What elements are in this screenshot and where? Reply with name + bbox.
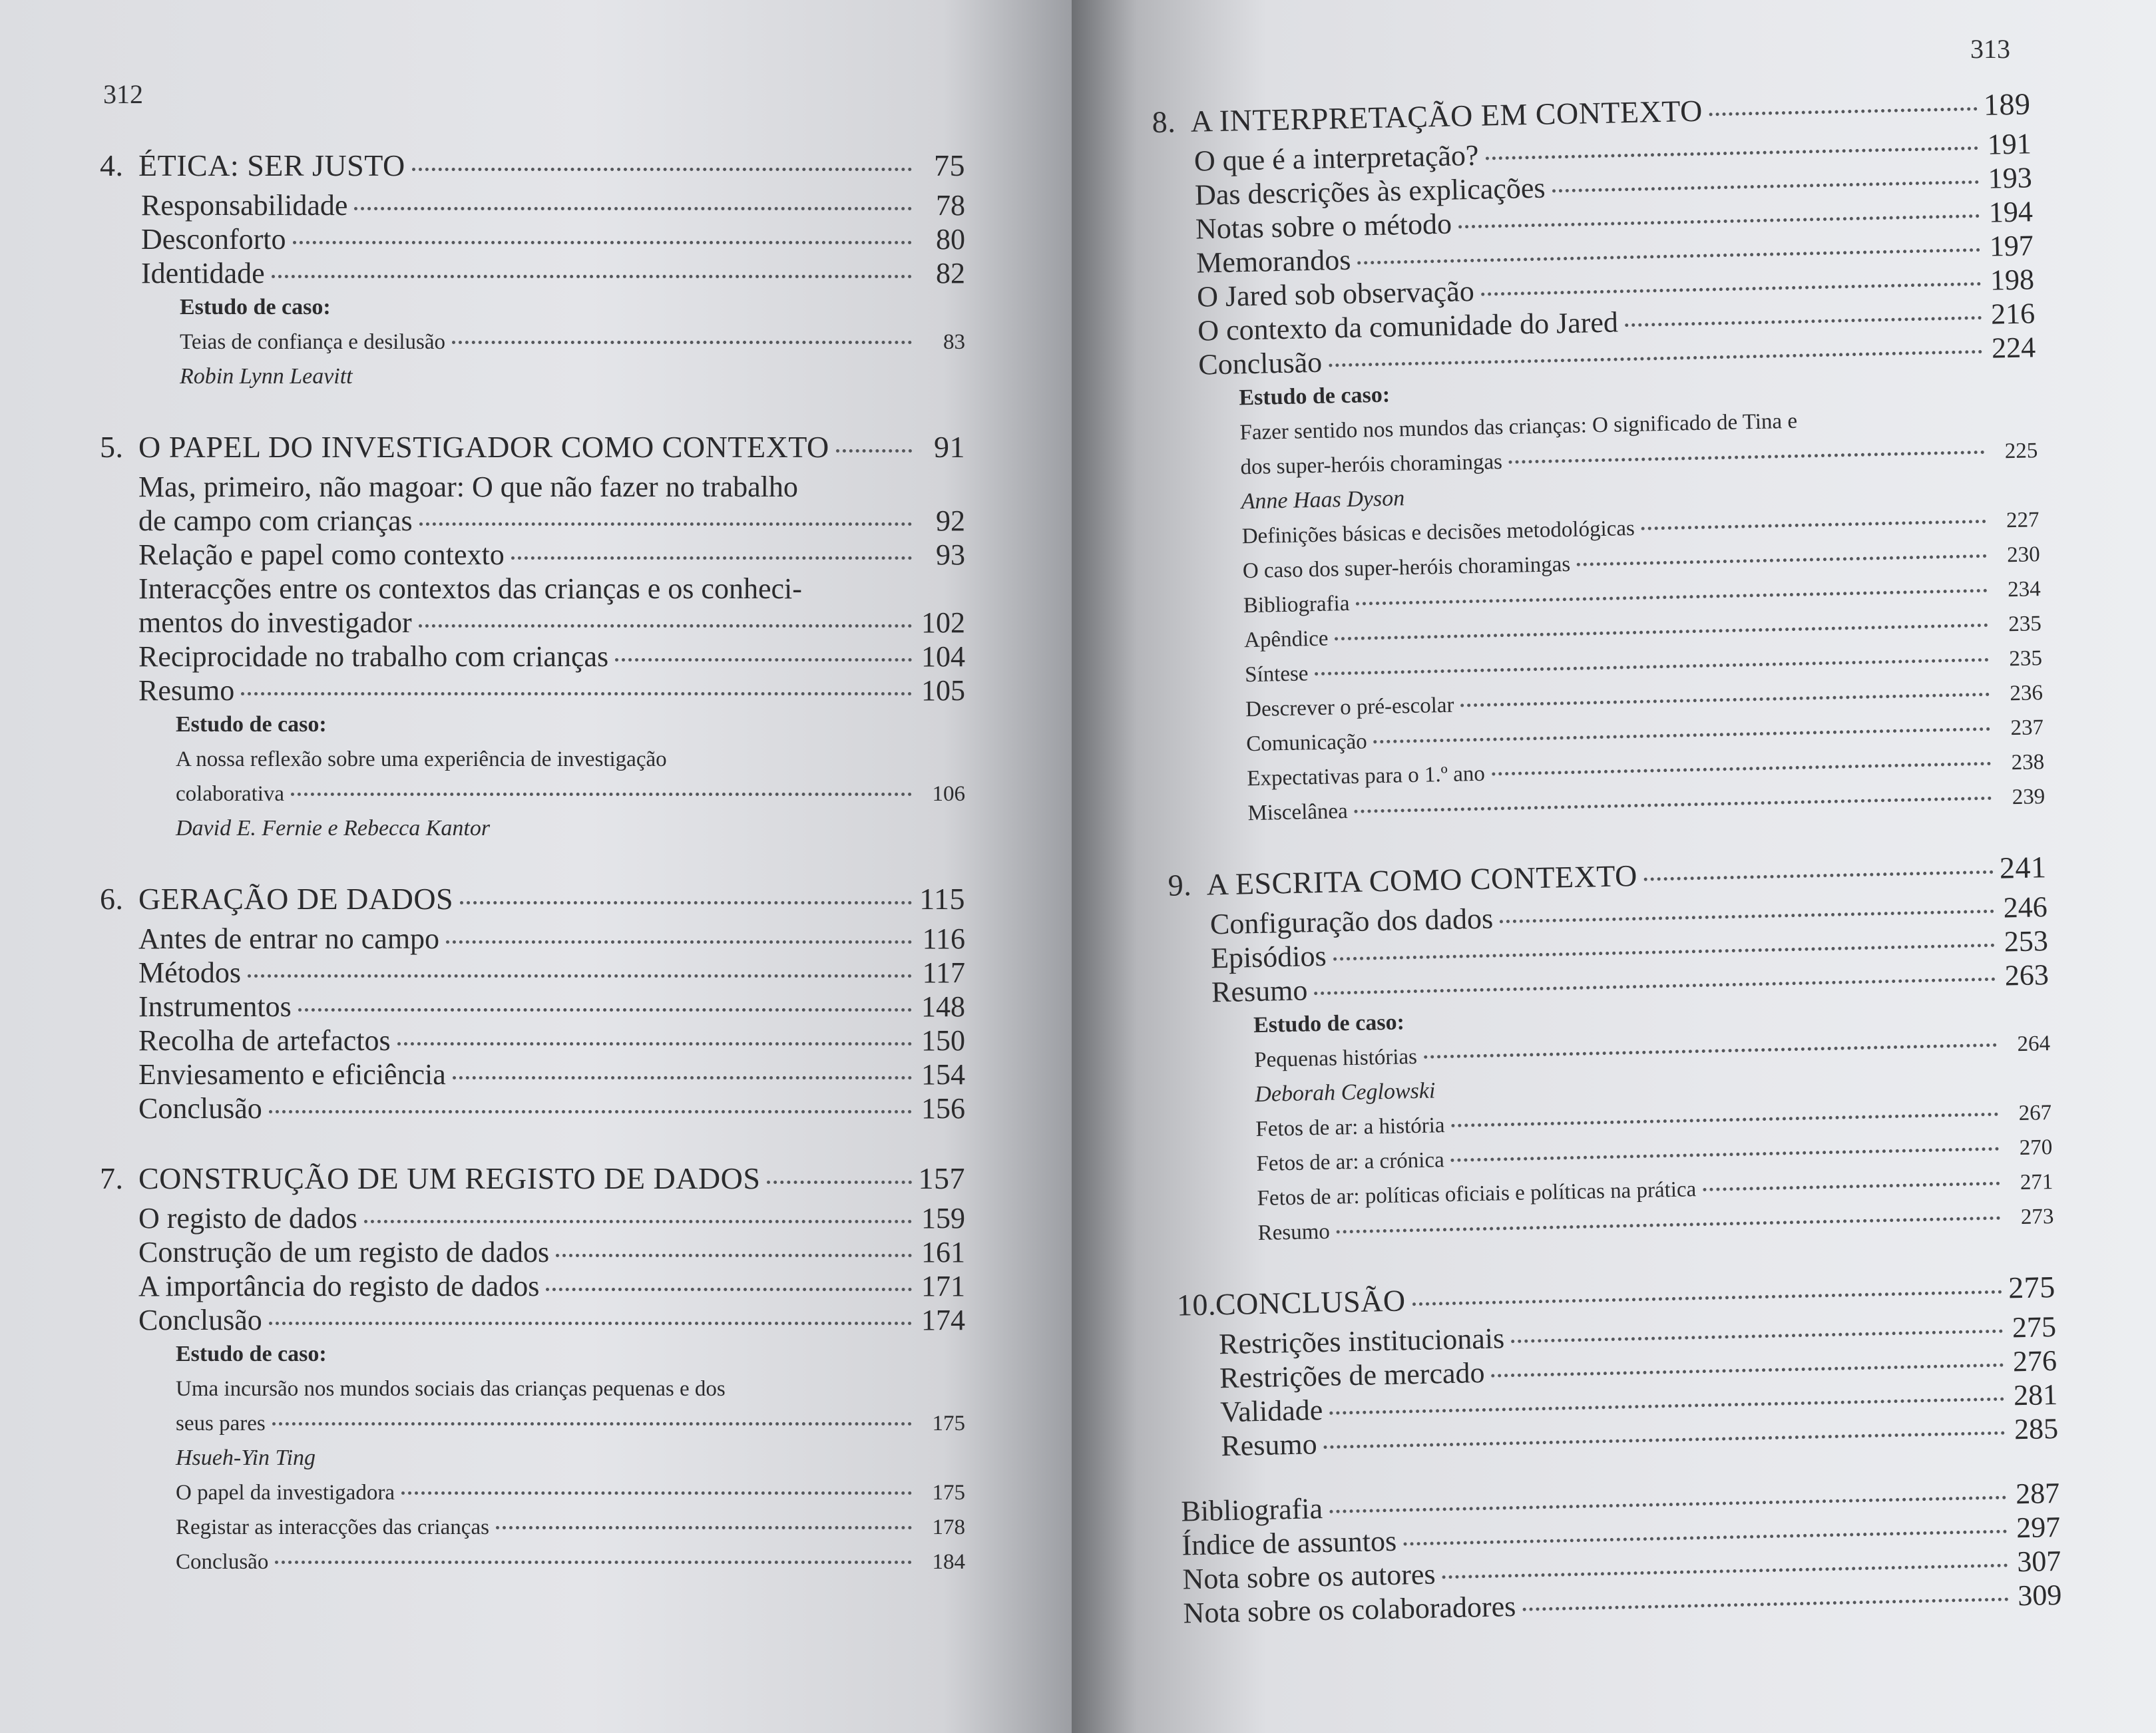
entry-label: Conclusão bbox=[138, 1304, 262, 1336]
dot-leader bbox=[1451, 1147, 2000, 1162]
entry-label: mentos do investigador bbox=[138, 606, 412, 639]
entry-label: A importância do registo de dados bbox=[138, 1270, 540, 1302]
chapter-number: 8. bbox=[1152, 104, 1176, 139]
chapter-title: O PAPEL DO INVESTIGADOR COMO CONTEXTO bbox=[138, 430, 829, 464]
entry-label: Das descrições às explicações bbox=[1194, 171, 1546, 212]
dot-leader bbox=[1491, 1364, 2004, 1378]
dot-leader bbox=[1442, 1564, 2008, 1579]
toc-chapter-6[interactable] bbox=[100, 876, 965, 922]
dot-leader bbox=[364, 1220, 912, 1223]
entry-label-line: Uma incursão nos mundos sociais das crianças pequenas e dos bbox=[176, 1377, 726, 1401]
page-ref: 309 bbox=[2017, 1578, 2062, 1613]
page-ref: 93 bbox=[936, 538, 965, 571]
dot-leader bbox=[272, 1422, 912, 1426]
page-ref: 237 bbox=[2010, 715, 2044, 741]
toc-entry[interactable] bbox=[138, 956, 965, 990]
entry-label: Nota sobre os autores bbox=[1182, 1557, 1436, 1596]
dot-leader bbox=[275, 1561, 912, 1564]
chapter-number: 9. bbox=[1168, 868, 1192, 902]
page-ref: 287 bbox=[2015, 1476, 2060, 1511]
toc-entry[interactable] bbox=[138, 1201, 965, 1235]
entry-label: Apêndice bbox=[1243, 626, 1329, 653]
page-ref: 102 bbox=[921, 606, 965, 639]
case-study-entry[interactable] bbox=[180, 325, 965, 359]
chapter-number: 7. bbox=[100, 1161, 124, 1195]
page-ref: 115 bbox=[919, 882, 965, 916]
toc-entry[interactable] bbox=[138, 1269, 965, 1303]
page-ref: 117 bbox=[922, 956, 965, 989]
entry-label: seus pares bbox=[176, 1412, 266, 1436]
dot-leader bbox=[460, 901, 912, 904]
dot-leader bbox=[1709, 107, 1977, 116]
right-page bbox=[1072, 0, 2156, 1733]
entry-label: Conclusão bbox=[176, 1550, 269, 1574]
dot-leader bbox=[1492, 762, 1991, 776]
page-ref: 263 bbox=[2004, 958, 2049, 992]
entry-label: Instrumentos bbox=[138, 990, 292, 1023]
chapter-title: A ESCRITA COMO CONTEXTO bbox=[1206, 858, 1638, 902]
dot-leader bbox=[1329, 350, 1982, 367]
toc-right bbox=[1152, 81, 2062, 1630]
case-study-heading: Estudo de caso: bbox=[1253, 1010, 1405, 1038]
chapter-title: ÉTICA: SER JUSTO bbox=[138, 148, 405, 182]
page-ref: 184 bbox=[932, 1550, 965, 1574]
case-study-entry[interactable] bbox=[176, 1545, 965, 1579]
case-study-entry[interactable] bbox=[176, 1510, 965, 1545]
entry-label: Responsabilidade bbox=[141, 189, 348, 222]
dot-leader bbox=[248, 974, 912, 978]
dot-leader bbox=[511, 556, 912, 560]
entry-label: Desconforto bbox=[141, 223, 286, 256]
dot-leader bbox=[836, 449, 912, 453]
page-ref: 116 bbox=[922, 922, 965, 955]
page-ref: 104 bbox=[921, 640, 965, 673]
entry-label-line: Mas, primeiro, não magoar: O que não fazer no trabalho bbox=[138, 471, 798, 503]
entry-label: Miscelânea bbox=[1247, 799, 1349, 826]
toc-entry[interactable] bbox=[141, 256, 965, 290]
page-ref: 154 bbox=[921, 1058, 965, 1091]
page-ref: 224 bbox=[1991, 331, 2036, 365]
dot-leader bbox=[1355, 797, 1992, 813]
entry-label: O papel da investigadora bbox=[176, 1481, 395, 1505]
toc-chapter-4[interactable] bbox=[100, 143, 965, 188]
entry-label: Antes de entrar no campo bbox=[138, 922, 440, 955]
page-ref: 150 bbox=[921, 1024, 965, 1057]
toc-entry[interactable] bbox=[138, 538, 965, 572]
entry-label: Enviesamento e eficiência bbox=[138, 1058, 446, 1091]
entry-label: Síntese bbox=[1244, 662, 1309, 687]
entry-label: Nota sobre os colaboradores bbox=[1183, 1590, 1516, 1630]
entry-label: Notas sobre o método bbox=[1195, 207, 1452, 246]
case-study-author: Hsueh-Yin Ting bbox=[176, 1445, 316, 1470]
page-ref: 91 bbox=[934, 430, 965, 464]
entry-label: Resumo bbox=[138, 674, 235, 707]
entry-label: Identidade bbox=[141, 257, 265, 289]
entry-label: de campo com crianças bbox=[138, 504, 413, 537]
page-ref: 285 bbox=[2014, 1412, 2059, 1446]
dot-leader bbox=[1315, 658, 1989, 675]
dot-leader bbox=[269, 1322, 912, 1325]
page-ref: 193 bbox=[1988, 161, 2033, 195]
page-number: 312 bbox=[103, 79, 143, 109]
page-ref: 83 bbox=[943, 330, 965, 354]
dot-leader bbox=[556, 1254, 912, 1257]
page-ref: 273 bbox=[2020, 1204, 2054, 1230]
entry-label: Memorandos bbox=[1195, 243, 1351, 280]
dot-leader bbox=[1333, 944, 1995, 961]
dot-leader bbox=[1357, 248, 1980, 265]
entry-label: Métodos bbox=[138, 956, 241, 989]
dot-leader bbox=[1552, 180, 1978, 192]
toc-entry[interactable] bbox=[141, 222, 965, 256]
dot-leader bbox=[269, 1110, 912, 1113]
entry-label: Relação e papel como contexto bbox=[138, 538, 505, 571]
page-ref: 174 bbox=[921, 1304, 965, 1336]
entry-label-line: Interacções entre os contextos das crianças e os conheci- bbox=[138, 572, 802, 605]
page-ref: 270 bbox=[2019, 1135, 2053, 1161]
toc-chapter-5[interactable] bbox=[100, 425, 965, 470]
dot-leader bbox=[397, 1042, 912, 1046]
page-ref: 198 bbox=[1990, 263, 2035, 297]
dot-leader bbox=[1511, 1330, 2003, 1343]
toc-entry[interactable] bbox=[138, 1024, 965, 1058]
page-ref: 275 bbox=[2012, 1310, 2057, 1344]
dot-leader bbox=[1481, 282, 1981, 296]
dot-leader bbox=[272, 275, 912, 278]
chapter-title: CONSTRUÇÃO DE UM REGISTO DE DADOS bbox=[138, 1161, 761, 1195]
case-study-heading: Estudo de caso: bbox=[180, 295, 331, 319]
chapter-title: A INTERPRETAÇÃO EM CONTEXTO bbox=[1190, 93, 1703, 138]
dot-leader bbox=[298, 1008, 912, 1012]
entry-label-line: Fazer sentido nos mundos das crianças: O significado de Tina e bbox=[1239, 409, 1798, 445]
entry-label: Registar as interacções das crianças bbox=[176, 1515, 489, 1539]
page-ref: 230 bbox=[2006, 542, 2040, 568]
dot-leader bbox=[354, 207, 912, 210]
case-study-heading: Estudo de caso: bbox=[1239, 382, 1391, 411]
chapter-number: 5. bbox=[100, 430, 124, 464]
toc-entry[interactable] bbox=[138, 922, 965, 956]
dot-leader bbox=[1703, 1182, 2000, 1191]
page-ref: 235 bbox=[2008, 612, 2042, 637]
entry-label: O contexto da comunidade do Jared bbox=[1197, 305, 1619, 347]
page-ref: 92 bbox=[936, 504, 965, 537]
entry-label: Bibliografia bbox=[1180, 1492, 1323, 1528]
entry-label: Resumo bbox=[1257, 1219, 1331, 1246]
entry-label: Restrições institucionais bbox=[1218, 1322, 1505, 1361]
toc-chapter-7[interactable] bbox=[100, 1156, 965, 1201]
chapter-number: 10. bbox=[1176, 1287, 1217, 1322]
page-ref: 267 bbox=[2018, 1101, 2052, 1126]
left-page bbox=[0, 0, 1072, 1733]
entry-label: Resumo bbox=[1211, 974, 1308, 1009]
page-ref: 75 bbox=[934, 148, 965, 182]
page-ref: 82 bbox=[936, 257, 965, 289]
dot-leader bbox=[1460, 693, 1990, 707]
page-ref: 297 bbox=[2016, 1510, 2061, 1545]
dot-leader bbox=[1451, 1113, 1998, 1127]
page-ref: 105 bbox=[921, 674, 965, 707]
chapter-number: 6. bbox=[100, 882, 124, 916]
page-ref: 235 bbox=[2009, 646, 2043, 672]
entry-label: Expectativas para o 1.º ano bbox=[1247, 761, 1486, 791]
dot-leader bbox=[1577, 554, 1987, 566]
case-study-author: Robin Lynn Leavitt bbox=[180, 364, 353, 389]
page-ref: 253 bbox=[2004, 924, 2049, 958]
toc-entry[interactable] bbox=[138, 674, 965, 707]
entry-label: O registo de dados bbox=[138, 1202, 357, 1235]
toc-left bbox=[100, 143, 965, 1579]
entry-label: Conclusão bbox=[138, 1092, 262, 1125]
toc-entry[interactable] bbox=[138, 1091, 965, 1125]
case-study-author: Anne Haas Dyson bbox=[1241, 486, 1405, 514]
entry-label: Fetos de ar: a crónica bbox=[1256, 1148, 1445, 1177]
dot-leader bbox=[452, 341, 912, 344]
dot-leader bbox=[1522, 1598, 2008, 1611]
entry-label: Recolha de artefactos bbox=[138, 1024, 391, 1057]
dot-leader bbox=[1644, 870, 1993, 881]
dot-leader bbox=[1324, 1432, 2006, 1449]
page-ref: 275 bbox=[2008, 1269, 2056, 1305]
page-ref: 241 bbox=[1999, 850, 2047, 885]
page-ref: 189 bbox=[1983, 87, 2031, 122]
chapter-number: 4. bbox=[100, 148, 124, 182]
dot-leader bbox=[1509, 451, 1985, 464]
page-ref: 271 bbox=[2020, 1169, 2053, 1195]
entry-label: Fetos de ar: a história bbox=[1255, 1113, 1445, 1142]
entry-label: Índice de assuntos bbox=[1181, 1524, 1397, 1562]
page-ref: 78 bbox=[936, 189, 965, 222]
entry-label-line: A nossa reflexão sobre uma experiência de investigação bbox=[176, 747, 667, 771]
page-ref: 281 bbox=[2013, 1378, 2058, 1412]
toc-entry[interactable] bbox=[138, 1058, 965, 1091]
page-ref: 191 bbox=[1987, 127, 2032, 161]
dot-leader bbox=[291, 793, 912, 796]
entry-label: Descrever o pré-escolar bbox=[1245, 693, 1454, 722]
case-study-entry[interactable] bbox=[176, 1475, 965, 1510]
page-ref: 157 bbox=[918, 1161, 965, 1195]
case-study-entry[interactable] bbox=[176, 777, 965, 811]
page-ref: 159 bbox=[921, 1202, 965, 1235]
dot-leader bbox=[1485, 146, 1978, 160]
toc-entry[interactable] bbox=[138, 1235, 965, 1269]
page-ref: 234 bbox=[2007, 577, 2042, 602]
dot-leader bbox=[1412, 1290, 2002, 1306]
entry-label: O caso dos super-heróis choramingas bbox=[1242, 552, 1571, 584]
dot-leader bbox=[1356, 589, 1987, 606]
dot-leader bbox=[1329, 1398, 2004, 1415]
case-study-author: David E. Fernie e Rebecca Kantor bbox=[176, 816, 491, 841]
page-ref: 236 bbox=[2010, 681, 2044, 706]
case-study-heading: Estudo de caso: bbox=[176, 1342, 327, 1366]
entry-label: Restrições de mercado bbox=[1219, 1356, 1485, 1395]
entry-label: colaborativa bbox=[176, 782, 285, 806]
dot-leader bbox=[419, 624, 912, 628]
entry-label: Construção de um registo de dados bbox=[138, 1236, 550, 1268]
entry-label: Validade bbox=[1219, 1394, 1323, 1429]
dot-leader bbox=[1329, 1496, 2006, 1513]
case-study-heading: Estudo de caso: bbox=[176, 712, 327, 737]
page-number: 313 bbox=[1970, 34, 2010, 64]
toc-entry[interactable] bbox=[138, 640, 965, 674]
toc-entry[interactable] bbox=[138, 1303, 965, 1337]
entry-label: Conclusão bbox=[1197, 345, 1323, 381]
entry-label: Definições básicas e decisões metodológicas bbox=[1241, 516, 1635, 549]
page-ref: 175 bbox=[932, 1481, 965, 1505]
dot-leader bbox=[412, 168, 912, 171]
dot-leader bbox=[419, 522, 912, 526]
entry-label: Fetos de ar: políticas oficiais e políticas na prática bbox=[1257, 1177, 1697, 1211]
page-ref: 238 bbox=[2011, 750, 2045, 775]
entry-label: Bibliografia bbox=[1243, 591, 1350, 618]
dot-leader bbox=[767, 1181, 911, 1184]
entry-label: Configuração dos dados bbox=[1209, 902, 1494, 941]
entry-label: dos super-heróis choramingas bbox=[1240, 450, 1503, 480]
page-ref: 178 bbox=[932, 1515, 965, 1539]
page-ref: 148 bbox=[921, 990, 965, 1023]
dot-leader bbox=[546, 1288, 912, 1291]
chapter-title: CONCLUSÃO bbox=[1215, 1283, 1406, 1322]
page-ref: 194 bbox=[1988, 195, 2034, 229]
page-ref: 175 bbox=[932, 1412, 965, 1436]
page-ref: 225 bbox=[2004, 439, 2038, 464]
dot-leader bbox=[293, 241, 913, 244]
chapter-title: GERAÇÃO DE DADOS bbox=[138, 882, 454, 916]
page-ref: 307 bbox=[2016, 1544, 2061, 1579]
dot-leader bbox=[241, 692, 912, 695]
dot-leader bbox=[496, 1526, 912, 1529]
page-ref: 156 bbox=[921, 1092, 965, 1125]
toc-entry[interactable] bbox=[138, 606, 965, 640]
page-ref: 171 bbox=[921, 1270, 965, 1302]
dot-leader bbox=[1458, 214, 1980, 228]
dot-leader bbox=[615, 658, 912, 662]
case-study-entry[interactable] bbox=[176, 1406, 965, 1441]
page-ref: 161 bbox=[921, 1236, 965, 1268]
page-ref: 276 bbox=[2012, 1344, 2057, 1378]
dot-leader bbox=[446, 940, 912, 944]
dot-leader bbox=[1641, 520, 1986, 530]
dot-leader bbox=[1403, 1530, 2007, 1546]
dot-leader bbox=[1374, 727, 1990, 743]
page-ref: 246 bbox=[2003, 890, 2048, 924]
toc-entry[interactable] bbox=[138, 990, 965, 1024]
case-study-author: Deborah Ceglowski bbox=[1254, 1078, 1436, 1107]
page-ref: 197 bbox=[1989, 229, 2034, 263]
page-ref: 216 bbox=[1990, 297, 2036, 331]
dot-leader bbox=[1500, 910, 1994, 924]
page-ref: 80 bbox=[936, 223, 965, 256]
entry-label: O Jared sob observação bbox=[1196, 274, 1475, 313]
toc-entry[interactable] bbox=[138, 504, 965, 538]
dot-leader bbox=[453, 1076, 912, 1079]
page-ref: 106 bbox=[932, 782, 965, 806]
page-ref: 264 bbox=[2017, 1032, 2051, 1057]
toc-entry[interactable] bbox=[141, 188, 965, 222]
dot-leader bbox=[1335, 624, 1988, 641]
dot-leader bbox=[401, 1491, 912, 1495]
page-ref: 239 bbox=[2012, 785, 2046, 810]
entry-label: Pequenas histórias bbox=[1253, 1044, 1418, 1073]
entry-label: Reciprocidade no trabalho com crianças bbox=[138, 640, 609, 673]
dot-leader bbox=[1337, 1217, 2001, 1234]
entry-label: Teias de confiança e desilusão bbox=[180, 330, 446, 354]
entry-label: Episódios bbox=[1210, 939, 1327, 975]
dot-leader bbox=[1314, 978, 1996, 995]
dot-leader bbox=[1625, 316, 1982, 327]
entry-label: Comunicação bbox=[1245, 729, 1368, 757]
page-ref: 227 bbox=[2006, 508, 2040, 533]
entry-label: Resumo bbox=[1220, 1428, 1318, 1463]
entry-label: O que é a interpretação? bbox=[1193, 138, 1479, 178]
dot-leader bbox=[1424, 1044, 1997, 1059]
